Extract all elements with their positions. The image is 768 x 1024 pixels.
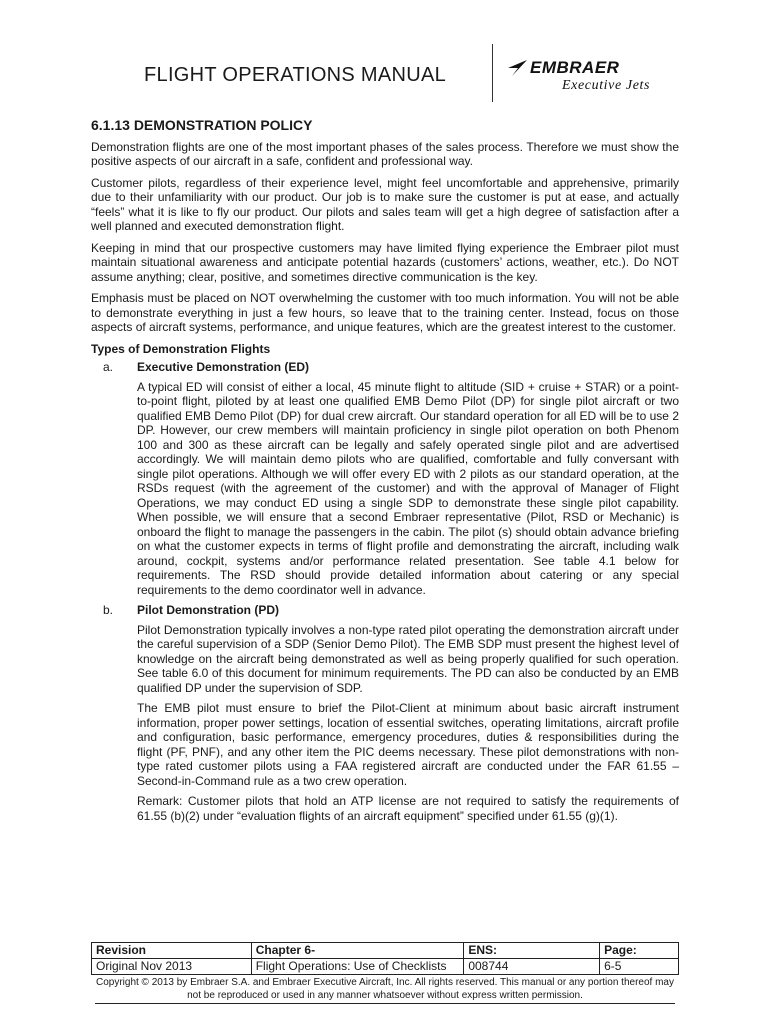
- paragraph: Keeping in mind that our prospective customers may have limited flying experience the Embraer pilot must maintain situational awareness and anticipate potential hazards (customers’ actions, weather, etc.). Do NOT assume anything; clear, positive, and sometimes directive communication is the key.: [91, 240, 679, 284]
- list-item-letter: a.: [103, 360, 114, 374]
- paragraph: Demonstration flights are one of the most important phases of the sales process. Therefore we must show the positive aspects of our aircraft in a safe, confident and professional way.: [91, 139, 679, 168]
- chapter-label: Chapter 6-: [251, 943, 464, 959]
- list-item-pilot-demonstration: [91, 603, 679, 823]
- paragraph: Remark: Customer pilots that hold an ATP license are not required to satisfy the requirements of 61.55 (b)(2) under “evaluation flights of an aircraft equipment” specified under 61.55 (g)(1).: [137, 794, 679, 823]
- paragraph: Pilot Demonstration typically involves a non-type rated pilot operating the demonstration aircraft under the careful supervision of a SDP (Senior Demo Pilot). The EMB SDP must present the highest level of knowledge on the aircraft being demonstrated as well as being properly qualified for such operation. See table 6.0 of this document for minimum requirements. The PD can also be conducted by an EMB qualified DP under the supervision of SDP.: [137, 622, 679, 695]
- manual-title: FLIGHT OPERATIONS MANUAL: [144, 64, 447, 86]
- footer-value-row: [92, 959, 679, 975]
- footer-header-row: [92, 943, 679, 959]
- document-body: [91, 118, 679, 829]
- revision-value: Original Nov 2013: [92, 959, 252, 975]
- ens-label: ENS:: [464, 943, 600, 959]
- page-label: Page:: [600, 943, 679, 959]
- paragraph: The EMB pilot must ensure to brief the Pilot-Client at minimum about basic aircraft instrument information, proper power settings, location of essential switches, operating limitations, aircraft profile and configuration, basic performance, emergency procedures, duties & responsibilities during the flight (PF, PNF), and any other item the PIC deems necessary. These pilot demonstrations with non-type rated customer pilots using a FAA registered aircraft are conducted under the FAR 61.55 – Second-in-Command rule as a two crew operation.: [137, 701, 679, 788]
- paragraph: Customer pilots, regardless of their experience level, might feel uncomfortable and apprehensive, primarily due to their unfamiliarity with our product. Our job is to make sure the customer is put at ease, and actually “feels” what it is like to fly our product. Our pilots and sales team will get a high degree of satisfaction after a well planned and executed demonstration flight.: [91, 175, 679, 233]
- subsection-title: Types of Demonstration Flights: [91, 341, 271, 356]
- page-number: 6-5: [600, 959, 679, 975]
- copyright-notice: Copyright © 2013 by Embraer S.A. and Embraer Executive Aircraft, Inc. All rights reserved. This manual or any portion thereof may not be reproduced or used in any manner whatsoever without express written permission.: [95, 977, 675, 1004]
- paragraph: A typical ED will consist of either a local, 45 minute flight to altitude (SID + cruise + STAR) or a point-to-point flight, piloted by at least one qualified EMB Demo Pilot (DP) for single pilot aircraft or two qualified EMB Demo Pilot (DP) for dual crew aircraft. Our standard operation for all ED will be to use 2 DP. However, our crew members will maintain proficiency in single pilot operation on both Phenom 100 and 300 as these aircraft can be legally and safely operated single pilot and are advertised accordingly. We will maintain demo pilots who are qualified, comfortable and fully conversant with single pilot operations. Although we will offer every ED with 2 pilots as our standard operation, at the RSDs request (with the agreement of the customer) and with the approval of Manager of Flight Operations, we may conduct ED using a single SDP to demonstrate these single pilot capability. When possible, we will ensure that a second Embraer representative (Pilot, RSD or Mechanic) is onboard the flight to manage the passengers in the cabin. The pilot (s) should obtain advance briefing on what the customer expects in terms of flight profile and demonstrating the aircraft, including walk around, cockpit, systems and/or performance related presentation. See table 4.1 below for requirements. The RSD should provide detailed information about catering or any special requirements to the demo coordinator well in advance.: [137, 379, 679, 597]
- list-item-executive-demonstration: [91, 360, 679, 597]
- revision-label: Revision: [92, 943, 252, 959]
- footer-table: [91, 942, 679, 975]
- page-footer: [91, 942, 679, 1004]
- logo-wordmark: EMBRAER: [530, 58, 620, 77]
- ens-value: 008744: [464, 959, 600, 975]
- embraer-logo: [506, 56, 686, 102]
- logo-subtitle: Executive Jets: [562, 78, 651, 93]
- embraer-logo-icon: [506, 59, 528, 77]
- list-item-letter: b.: [103, 603, 114, 617]
- paragraph: Emphasis must be placed on NOT overwhelming the customer with too much information. You will not be able to demonstrate everything in just a few hours, so leave that to the training center. Instead, focus on those aspects of aircraft systems, performance, and unique features, which are the greatest interest to the customer.: [91, 291, 679, 334]
- chapter-value: Flight Operations: Use of Checklists: [251, 959, 464, 975]
- section-title: 6.1.13 DEMONSTRATION POLICY: [91, 117, 313, 133]
- header-divider: [492, 44, 493, 102]
- list-item-title: Executive Demonstration (ED): [137, 360, 310, 374]
- page-header: [88, 44, 688, 102]
- list-item-title: Pilot Demonstration (PD): [137, 603, 280, 617]
